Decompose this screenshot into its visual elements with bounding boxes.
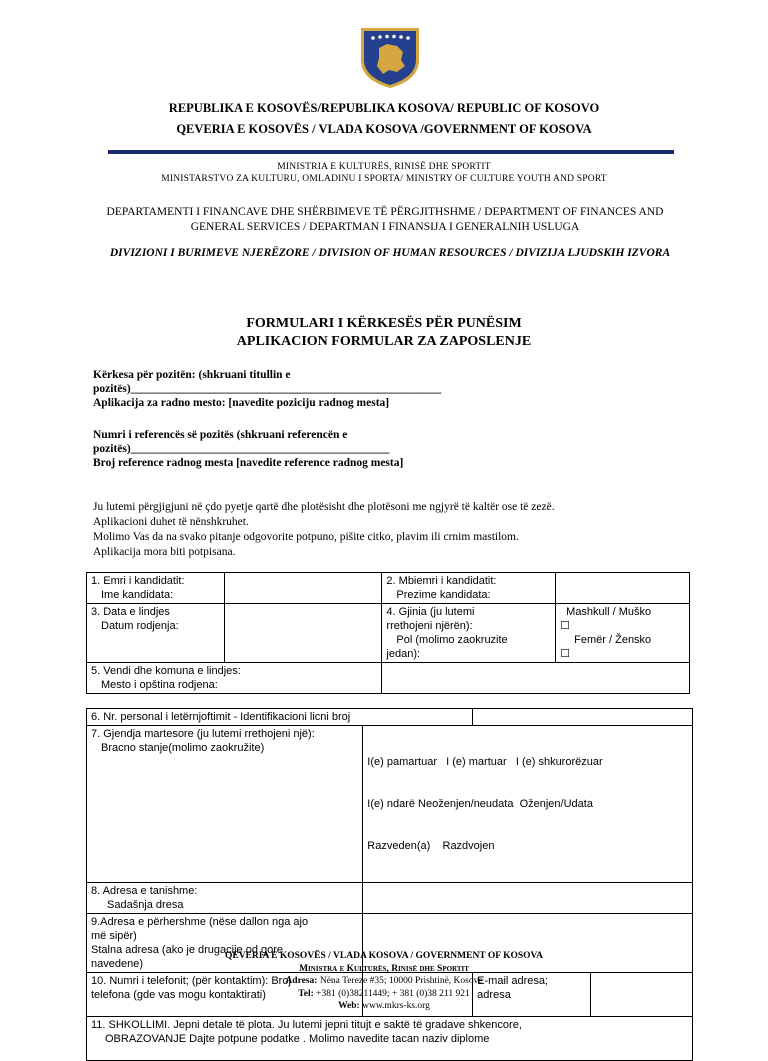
cell-text: më sipër) [91,930,137,942]
footer-ministry: Ministra e Kulturës, Rinisë dhe Sportit [299,963,469,974]
personal-info-table [86,572,690,694]
cell-text: 1. Emri i kandidatit: [91,575,185,587]
cell-text: I(e) pamartuar I (e) martuar I (e) shkurorëzuar [367,756,603,768]
cell-text: 2. Mbiemri i kandidatit: [386,575,497,587]
cell-text: Stalna adresa (ako je drugacije od gore [91,944,284,956]
instruction-line: Ju lutemi përgjigjuni në çdo pyetje qartë dhe plotësisht dhe plotësoni me ngjyrë të kaltër ose të zezë. [93,501,555,513]
birth-date-input[interactable] [224,604,382,663]
reference-input-line[interactable]: pozitës)_____________________________________________ [93,443,390,455]
cell-text: 8. Adresa e tanishme: [91,885,198,897]
form-title-line-2: APLIKACION FORMULAR ZA ZAPOSLENJE [236,334,532,349]
instructions [93,500,555,560]
cell-text: Prezime kandidata: [396,589,491,601]
cell-text: E-mail adresa; [477,975,549,987]
current-address-input[interactable] [363,883,693,914]
department-name: DEPARTAMENTI I FINANCAVE DHE SHËRBIMEVE TË PËRGJITHSHME / DEPARTMENT OF FINANCES AND GENERAL SERVICES / DEPARTMAN I FINANSIJA I GENERALNIH USLUGA [106,206,664,233]
gender-female-label: Femër / Žensko [574,634,652,646]
cell-text: 3. Data e lindjes [91,606,170,618]
cell-text: 5. Vendi dhe komuna e lindjes: [91,665,241,677]
footer-web-link[interactable]: www.mkrs-ks.org [359,1001,430,1011]
last-name-input[interactable] [556,573,690,604]
cell-text: 11. SHKOLLIMI. Jepni detale të plota. Ju lutemi jepni titujt e saktë të gradave shkencore, [91,1019,522,1031]
division-name: DIVIZIONI I BURIMEVE NJERËZORE / DIVISION OF HUMAN RESOURCES / DIVIZIJA LJUDSKIH IZVORA [109,247,671,259]
footer-web [0,1000,768,1013]
cell-text: 10. Numri i telefonit; (për kontaktim): Broj [91,975,291,987]
cell-text: navedene) [91,958,143,970]
footer-address-value: Nëna Tereze #35; 10000 Prishtinë, Kosovë [317,976,483,986]
footer-phone-value: +381 (0)38211449; + 381 (0)38 211 921 [313,988,470,999]
gender-label [382,604,556,663]
cell-text: Sadašnja dresa [107,899,184,911]
position-label-3: Aplikacija za radno mesto: [navedite poziciju radnog mesta] [93,397,390,409]
reference-label-1: Numri i referencës së pozitës (shkruani referencën e [93,429,348,441]
cell-text: adresa [477,989,511,1001]
form-title-line-1: FORMULARI I KËRKESËS PËR PUNËSIM [246,316,522,331]
kosovo-coat-of-arms-icon [357,26,423,90]
ministry-line-2: MINISTARSTVO ZA KULTURU, OMLADINU I SPORTA/ MINISTRY OF CULTURE YOUTH AND SPORT [161,174,607,184]
birthplace-input[interactable] [382,663,690,694]
footer [0,950,768,1013]
position-input-line[interactable]: pozitës)______________________________________________________ [93,383,442,395]
birth-date-label [87,604,225,663]
cell-text: 9.Adresa e përhershme (nëse dallon nga ajo [91,916,309,928]
footer-phone-label: Tel: [298,988,314,999]
instruction-line: Molimo Vas da na svako pitanje odgovorite potpuno, pišite citko, plavim ili crnim mastilom. [93,531,519,543]
cell-text: telefona (gde vas mogu kontaktirati) [91,989,266,1001]
position-label-1: Kërkesa për pozitën: (shkruani titullin e [93,369,291,381]
gender-options [556,604,690,663]
education-section[interactable] [87,1017,693,1061]
instruction-line: Aplikacioni duhet të nënshkruhet. [93,516,249,528]
footer-address [0,975,768,988]
header-line-2: QEVERIA E KOSOVËS / VLADA KOSOVA /GOVERNMENT OF KOSOVA [176,122,592,136]
position-field [93,368,441,410]
marital-status-options[interactable] [363,726,693,883]
cell-text: Datum rodjenja: [101,620,179,632]
header-line-1: REPUBLIKA E KOSOVËS/REPUBLIKA KOSOVA/ REPUBLIC OF KOSOVO [168,101,600,115]
first-name-input[interactable] [224,573,382,604]
personal-id-label: 6. Nr. personal i letërnjoftimit - Identifikacioni licni broj [87,709,473,726]
cell-text: rrethojeni njërën): [386,620,473,632]
header-divider [108,150,674,154]
cell-text: Bracno stanje(molimo zaokružite) [101,742,265,754]
gender-male-label: Mashkull / Muško [566,606,652,618]
personal-id-input[interactable] [473,709,693,726]
current-address-label [87,883,363,914]
cell-text: I(e) ndarë Neoženjen/neudata Oženjen/Udata [367,798,593,810]
gender-female-checkbox[interactable]: ☐ [560,648,571,660]
marital-status-label [87,726,363,883]
reference-field [93,428,403,470]
last-name-label [382,573,556,604]
cell-text: jedan): [386,648,421,660]
cell-text: 4. Gjinia (ju lutemi [386,606,475,618]
cell-text: Razveden(a) Razdvojen [367,840,495,852]
instruction-line: Aplikacija mora biti potpisana. [93,546,236,558]
cell-text: Pol (molimo zaokruzite [396,634,508,646]
footer-phone [0,988,768,1001]
cell-text: Ime kandidata: [101,589,174,601]
birthplace-label [87,663,382,694]
cell-text: Mesto i opština rodjena: [101,679,218,691]
footer-address-label: Adresa: [285,976,318,986]
ministry-line-1: MINISTRIA E KULTURËS, RINISË DHE SPORTIT [277,162,491,172]
reference-label-3: Broj reference radnog mesta [navedite reference radnog mesta] [93,457,404,469]
first-name-label [87,573,225,604]
gender-male-checkbox[interactable]: ☐ [560,620,571,632]
cell-text: 7. Gjendja martesore (ju lutemi rrethojeni një): [91,728,315,740]
footer-government: QEVERIA E KOSOVËS / VLADA KOSOVA / GOVERNMENT OF KOSOVA [224,951,544,961]
footer-web-label: Web: [338,1001,360,1011]
cell-text: OBRAZOVANJE Dajte potpune podatke . Molimo navedite tacan naziv diplome [105,1033,490,1045]
